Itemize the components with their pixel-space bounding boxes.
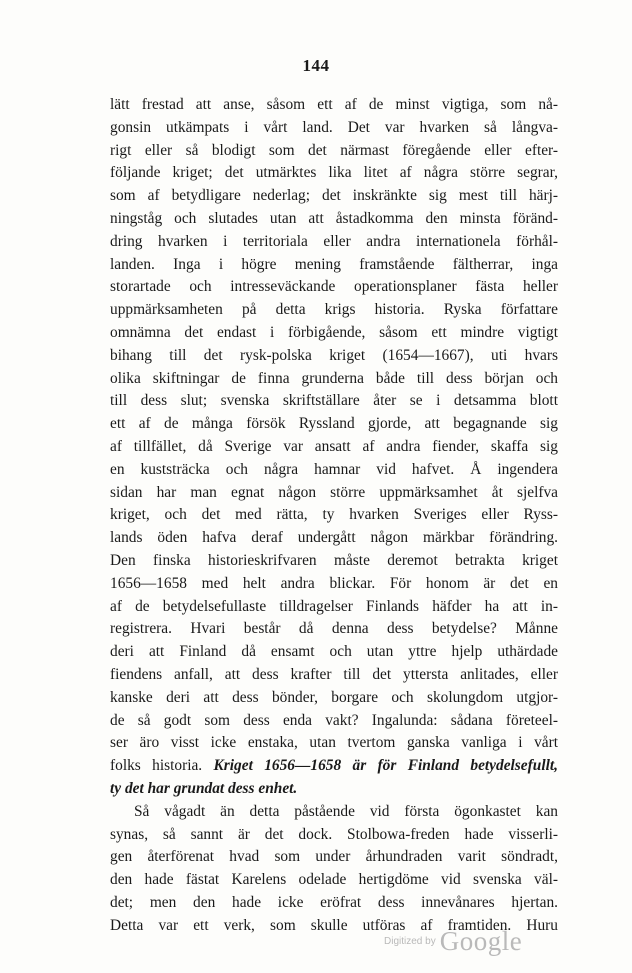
text-line: gonsin utkämpats i vårt land. Det var hvarken så långva- (110, 118, 558, 136)
text-line: ser äro visst icke enstaka, utan tvertom ganska vanliga i vårt (110, 734, 558, 752)
text-line: omnämna det endast i förbigående, såsom ett mindre vigtigt (110, 323, 558, 341)
text-line-mixed (110, 755, 558, 778)
text-line: registrera. Hvari består då denna dess betydelse? Månne (110, 620, 558, 638)
text-line: rigt eller så blodigt som det närmast föregående eller efter- (110, 141, 558, 159)
text-line: af de betydelsefullaste tilldragelser Finlands häfder ha att in- (110, 597, 558, 615)
text-line: deri att Finland då ensamt och utan yttre hjelp uthärdade (110, 643, 558, 661)
digitized-watermark (384, 926, 522, 957)
text-line: ningståg och slutades utan att åstadkomma den minsta föränd- (110, 209, 558, 227)
text-line: landen. Inga i högre mening framstående fältherrar, inga (110, 255, 558, 273)
page-number: 144 (302, 56, 330, 75)
text-line: följande kriget; det utmärktes lika litet af några större segrar, (110, 164, 558, 182)
emphasis-run: Kriget 1656—1658 är för Finland betydelsefullt, (213, 757, 558, 775)
text-line: Den finska historieskrifvaren måste deremot betrakta kriget (110, 551, 558, 569)
text-line: kanske deri att dess bönder, borgare och skolungdom utgjor- (110, 688, 558, 706)
text-line: fiendens anfall, att dess krafter till det yttersta anlitades, eller (110, 665, 558, 683)
text-line: dring hvarken i territoriala eller andra internationela förhål- (110, 232, 558, 250)
text-line: lands öden hafva deraf undergått någon märkbar förändring. (110, 529, 558, 547)
text-line: som af betydligare nederlag; det inskränkte sig mest till härj- (110, 187, 558, 205)
text-line: det; men den hade icke eröfrat dess innevånares hjertan. (110, 893, 558, 911)
paragraph-start-line: Så vågadt än detta påstående vid första ögonkastet kan (134, 802, 558, 820)
text-line: gen återförenat hvad som under århundraden varit söndradt, (110, 848, 558, 866)
text-line: kriget, och det med rätta, ty hvarken Sveriges eller Ryss- (110, 506, 558, 524)
text-line: Detta var ett verk, som skulle utföras af framtiden. Huru (110, 916, 558, 934)
text-line: storartade och intresseväckande operationsplaner fästa heller (110, 278, 558, 296)
text-line: 1656—1658 med helt andra blickar. För honom är det en (110, 574, 558, 592)
text-run: folks historia. (110, 757, 203, 775)
text-line: till dess slut; svenska skriftställare åter se i detsamma blott (110, 392, 558, 410)
text-line: ett af de många försök Ryssland gjorde, att begagnande sig (110, 415, 558, 433)
text-line: bihang till det rysk-polska kriget (1654—1667), uti hvars (110, 346, 558, 364)
text-line: uppmärksamheten på detta krigs historia. Ryska författare (110, 301, 558, 319)
text-line: olika skiftningar de finna grunderna både till dess början och (110, 369, 558, 387)
text-line: en kuststräcka och några hamnar vid hafvet. Å ingendera (110, 460, 558, 478)
text-line: af tillfället, då Sverige var ansatt af andra fiender, skaffa sig (110, 437, 558, 455)
emphasis-line: ty det har grundat dess enhet. (110, 779, 298, 797)
text-line: synas, så sannt är det dock. Stolbowa-freden hade visserli- (110, 825, 558, 843)
watermark-brand: Google (439, 926, 523, 956)
text-line: sidan har man egnat någon större uppmärksamhet åt sjelfva (110, 483, 558, 501)
text-line: lätt frestad att anse, såsom ett af de minst vigtiga, som nå- (110, 96, 558, 113)
body-text (110, 94, 558, 937)
text-line: de så godt som dess enda vakt? Ingalunda: sådana företeel- (110, 711, 558, 729)
text-line: den hade fästat Karelens odelade hertigdöme vid svenska väl- (110, 871, 558, 889)
watermark-prefix: Digitized by (384, 936, 436, 947)
